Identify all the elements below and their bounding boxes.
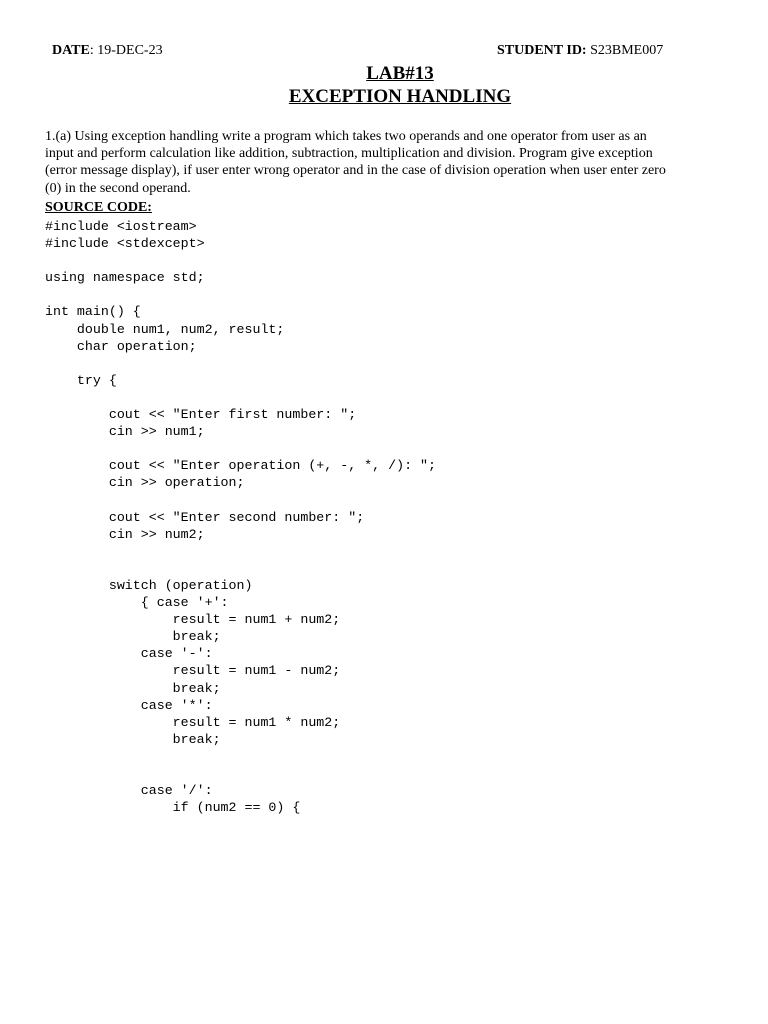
lab-topic-title: EXCEPTION HANDLING — [288, 86, 512, 107]
code-line: cin >> num1; — [45, 424, 205, 440]
date-value: : 19-DEC-23 — [89, 43, 163, 58]
code-line — [45, 355, 436, 372]
date-field — [52, 43, 163, 59]
code-line: break; — [45, 680, 221, 696]
code-line: { case '+': — [45, 595, 229, 611]
code-block — [45, 218, 436, 816]
code-line: case '/': — [45, 783, 213, 799]
question-line: (0) in the second operand. — [45, 180, 191, 196]
code-line — [45, 748, 436, 765]
question-text — [45, 128, 725, 197]
code-line: using namespace std; — [45, 270, 205, 286]
code-line — [45, 492, 436, 509]
code-line: result = num1 - num2; — [45, 663, 341, 679]
code-line: cin >> num2; — [45, 526, 205, 542]
code-line: cout << "Enter second number: "; — [45, 509, 365, 525]
code-line: break; — [45, 629, 221, 645]
code-line: result = num1 * num2; — [45, 714, 341, 730]
code-line — [45, 389, 436, 406]
code-line: char operation; — [45, 338, 197, 354]
code-line: if (num2 == 0) { — [45, 800, 301, 816]
code-line: switch (operation) — [45, 577, 253, 593]
code-line: #include <iostream> — [45, 219, 197, 234]
question-line: (error message display), if user enter wrong operator and in the case of division operation when user enter zero — [45, 163, 666, 179]
lab-number-title: LAB#13 — [366, 63, 434, 84]
code-line — [45, 440, 436, 457]
code-line: case '*': — [45, 697, 213, 713]
question-line: 1.(a) Using exception handling write a program which takes two operands and one operator from user as an — [45, 129, 647, 144]
code-line — [45, 765, 436, 782]
code-line: cout << "Enter operation (+, -, *, /): "; — [45, 458, 436, 474]
code-line — [45, 543, 436, 560]
code-line: #include <stdexcept> — [45, 236, 205, 252]
code-line — [45, 252, 436, 269]
code-line: try { — [45, 372, 117, 388]
student-id-label: STUDENT ID: — [497, 43, 587, 58]
document-header — [52, 43, 692, 63]
code-line: double num1, num2, result; — [45, 321, 285, 337]
code-line: case '-': — [45, 646, 213, 662]
code-line: cout << "Enter first number: "; — [45, 407, 357, 423]
code-line — [45, 286, 436, 303]
code-line — [45, 560, 436, 577]
student-id-value: S23BME007 — [586, 43, 664, 58]
code-line: cin >> operation; — [45, 475, 245, 491]
date-label: DATE — [52, 43, 90, 58]
question-line: input and perform calculation like addition, subtraction, multiplication and division. Program give exception — [45, 146, 653, 162]
code-line: int main() { — [45, 304, 141, 320]
source-code-heading: SOURCE CODE: — [45, 200, 152, 215]
student-id-field — [497, 43, 663, 59]
code-line: break; — [45, 731, 221, 747]
code-line: result = num1 + num2; — [45, 612, 341, 628]
